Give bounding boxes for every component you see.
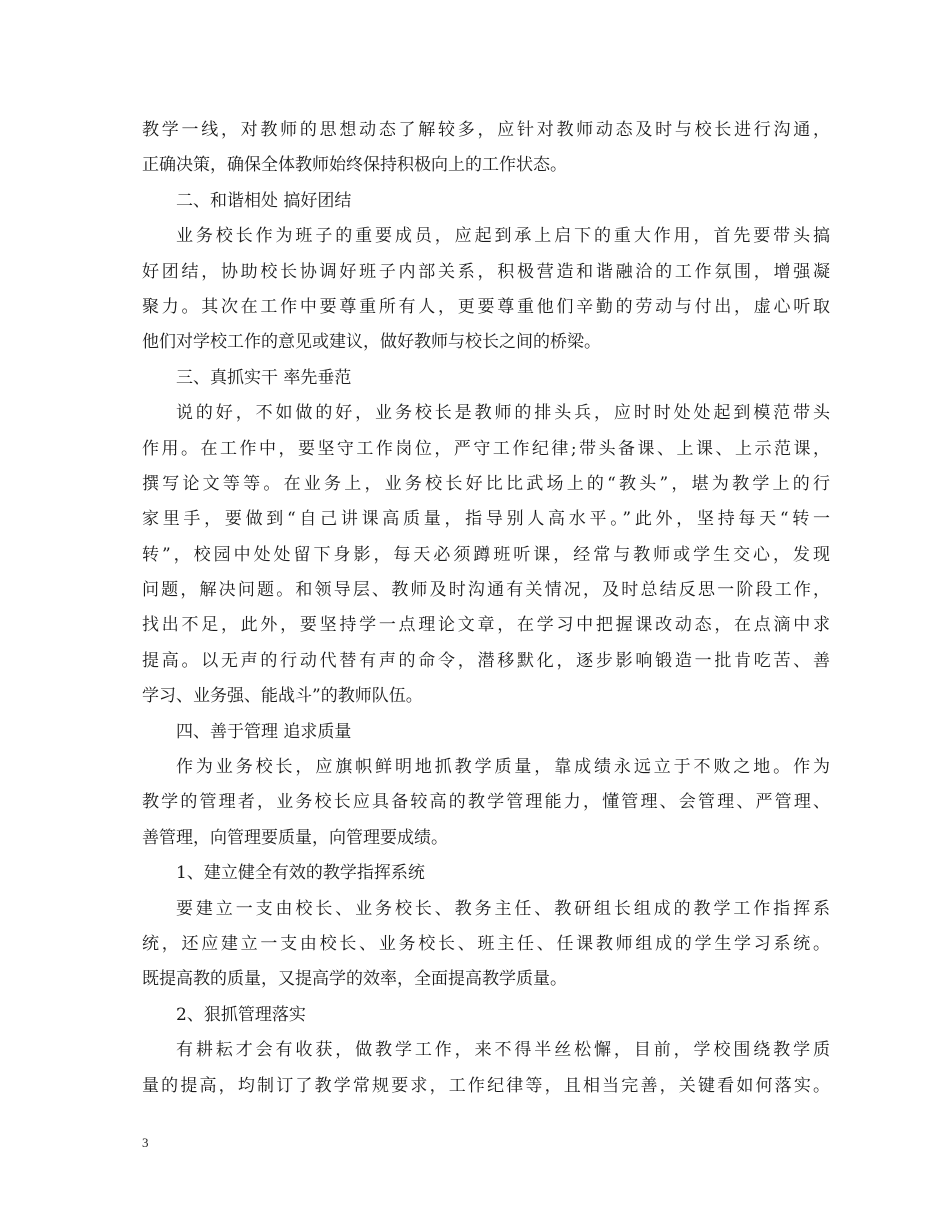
text-line: 作用。在工作中，要坚守工作岗位，严守工作纪律;带头备课、上课、上示范课， [142, 438, 830, 459]
document-body [142, 113, 830, 1104]
text-line: 他们对学校工作的意见或建议，做好教师与校长之间的桥梁。 [142, 332, 601, 353]
text-line: 正确决策，确保全体教师始终保持积极向上的工作状态。 [142, 155, 567, 176]
text-line: 统，还应建立一支由校长、业务校长、班主任、任课教师组成的学生学习系统。 [142, 933, 830, 954]
page-number: 3 [142, 1135, 149, 1150]
sub-heading: 1、建立健全有效的教学指挥系统 [176, 863, 425, 884]
text-line: 转”，校园中处处留下身影，每天必须蹲班听课，经常与教师或学生交心，发现 [142, 544, 830, 565]
text-line: 提高。以无声的行动代替有声的命令，潜移默化，逐步影响锻造一批肯吃苦、善 [142, 650, 830, 671]
text-line: 既提高教的质量，又提高学的效率，全面提高教学质量。 [142, 969, 567, 990]
paragraph-first-line: 说的好，不如做的好，业务校长是教师的排头兵，应时时处处起到模范带头 [176, 403, 830, 424]
text-line: 善管理，向管理要质量，向管理要成绩。 [142, 827, 448, 848]
paragraph-first-line: 作为业务校长，应旗帜鲜明地抓教学质量，靠成绩永远立于不败之地。作为 [176, 757, 830, 778]
section-heading: 四、善于管理 追求质量 [176, 721, 352, 742]
text-line: 问题，解决问题。和领导层、教师及时沟通有关情况，及时总结反思一阶段工作， [142, 580, 830, 601]
text-line: 量的提高，均制订了教学常规要求，工作纪律等，且相当完善，关键看如何落实。 [142, 1075, 830, 1096]
text-line: 家里手，要做到“自己讲课高质量，指导别人高水平。”此外，坚持每天“转一 [142, 509, 830, 530]
text-line: 教学一线，对教师的思想动态了解较多，应针对教师动态及时与校长进行沟通， [142, 120, 830, 140]
paragraph-first-line: 有耕耘才会有收获，做教学工作，来不得半丝松懈，目前，学校围绕教学质 [176, 1040, 830, 1061]
section-heading: 二、和谐相处 搞好团结 [176, 190, 352, 211]
text-line: 找出不足，此外，要坚持学一点理论文章，在学习中把握课改动态，在点滴中求 [142, 615, 830, 636]
text-line: 教学的管理者，业务校长应具备较高的教学管理能力，懂管理、会管理、严管理、 [142, 792, 830, 813]
section-heading: 三、真抓实干 率先垂范 [176, 367, 352, 388]
text-line: 学习、业务强、能战斗”的教师队伍。 [142, 686, 423, 707]
text-line: 撰写论文等等。在业务上，业务校长好比比武场上的“教头”，堪为教学上的行 [142, 473, 830, 494]
paragraph-first-line: 要建立一支由校长、业务校长、教务主任、教研组长组成的教学工作指挥系 [176, 898, 830, 919]
sub-heading: 2、狠抓管理落实 [176, 1004, 306, 1025]
text-line: 好团结，协助校长协调好班子内部关系，积极营造和谐融洽的工作氛围，增强凝 [142, 261, 830, 282]
paragraph-first-line: 业务校长作为班子的重要成员，应起到承上启下的重大作用，首先要带头搞 [176, 226, 830, 247]
text-line: 聚力。其次在工作中要尊重所有人，更要尊重他们辛勤的劳动与付出，虚心听取 [142, 296, 830, 317]
